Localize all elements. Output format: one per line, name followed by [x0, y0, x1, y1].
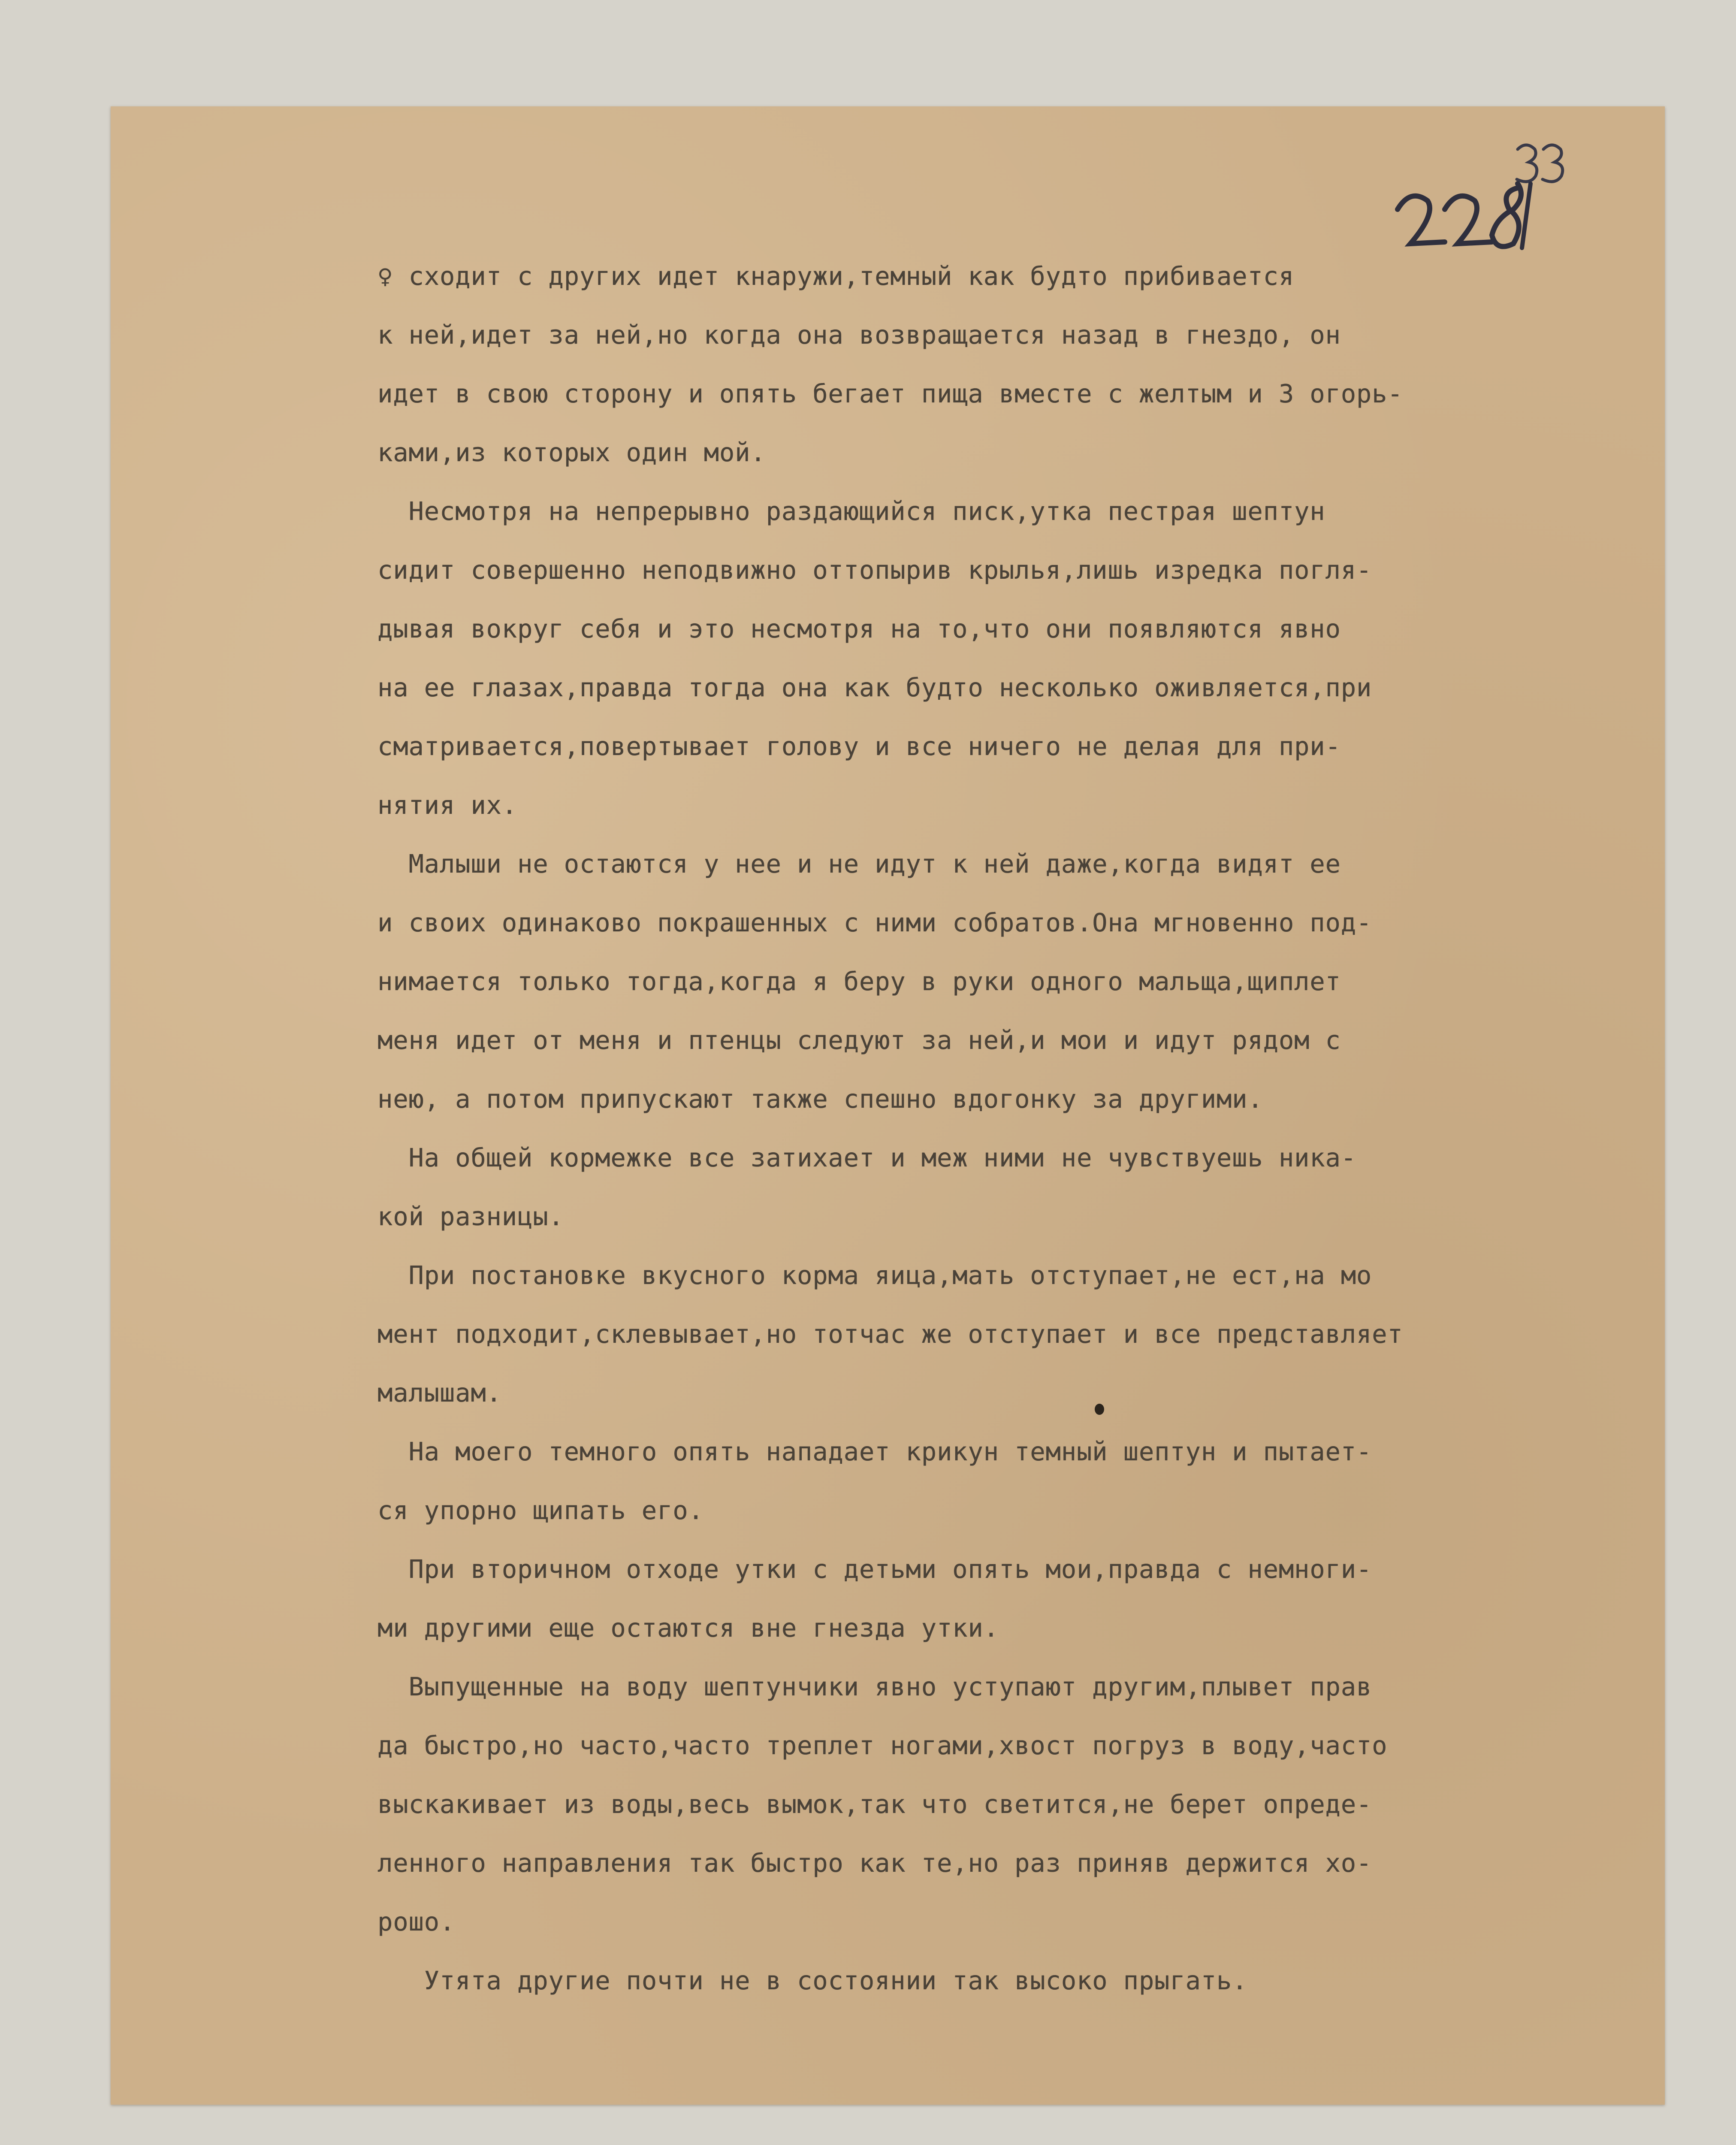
- folio-number-drawing: [1389, 136, 1595, 265]
- text-line: меня идет от меня и птенцы следуют за ней,и мои и идут рядом с: [377, 1025, 1341, 1055]
- text-line: нимается только тогда,когда я беру в руки одного мальща,щиплет: [377, 967, 1341, 996]
- text-line: На общей кормежке все затихает и меж ними не чувствуешь ника-: [377, 1143, 1356, 1172]
- text-line: Утята другие почти не в состоянии так высоко прыгать.: [377, 1966, 1248, 1995]
- text-line: дывая вокруг себя и это несмотря на то,что они появляются явно: [377, 614, 1341, 644]
- text-line: ся упорно щипать его.: [377, 1495, 704, 1525]
- text-line: к ней,идет за ней,но когда она возвращается назад в гнездо, он: [377, 320, 1341, 350]
- text-line: ленного направления так быстро как те,но раз приняв держится хо-: [377, 1848, 1372, 1878]
- text-line: сматривается,повертывает голову и все ничего не делая для при-: [377, 731, 1341, 761]
- text-line: кой разницы.: [377, 1202, 564, 1231]
- text-line: При постановке вкусного корма яица,мать отступает,не ест,на мо: [377, 1260, 1372, 1290]
- handwritten-folio-number: [1389, 136, 1595, 265]
- text-line: нятия их.: [377, 790, 517, 820]
- text-line: Выпущенные на воду шептунчики явно уступают другим,плывет прав: [377, 1672, 1372, 1701]
- text-line: ками,из которых один мой.: [377, 438, 766, 467]
- text-line: малышам.: [377, 1378, 502, 1408]
- text-line: Малыши не остаются у нее и не идут к ней даже,когда видят ее: [377, 849, 1341, 879]
- text-line: рошо.: [377, 1907, 456, 1937]
- text-line: идет в свою сторону и опять бегает пища вместе с желтым и 3 огорь-: [377, 379, 1403, 408]
- text-line: нею, а потом припускают также спешно вдогонку за другими.: [377, 1084, 1263, 1114]
- text-line: мент подходит,склевывает,но тотчас же отступает и все представляет: [377, 1319, 1403, 1349]
- text-line: и своих одинаково покрашенных с ними собратов.Она мгновенно под-: [377, 908, 1372, 937]
- text-line: сидит совершенно неподвижно оттопырив крылья,лишь изредка погля-: [377, 555, 1372, 585]
- text-line: ми другими еще остаются вне гнезда утки.: [377, 1613, 999, 1643]
- text-line: да быстро,но часто,часто треплет ногами,хвост погруз в воду,часто: [377, 1731, 1388, 1760]
- typewritten-text-block: [377, 247, 1613, 2010]
- text-line: Несмотря на непрерывно раздающийся писк,утка пестрая шептун: [377, 496, 1325, 526]
- text-line: При вторичном отходе утки с детьми опять мои,правда с немноги-: [377, 1554, 1372, 1584]
- text-line: выскакивает из воды,весь вымок,так что светится,не берет опреде-: [377, 1789, 1372, 1819]
- text-line: на ее глазах,правда тогда она как будто несколько оживляется,при: [377, 673, 1372, 702]
- text-line: ♀ сходит с других идет кнаружи,темный как будто прибивается: [377, 261, 1295, 291]
- text-line: На моего темного опять нападает крикун темный шептун и пытает-: [377, 1437, 1372, 1466]
